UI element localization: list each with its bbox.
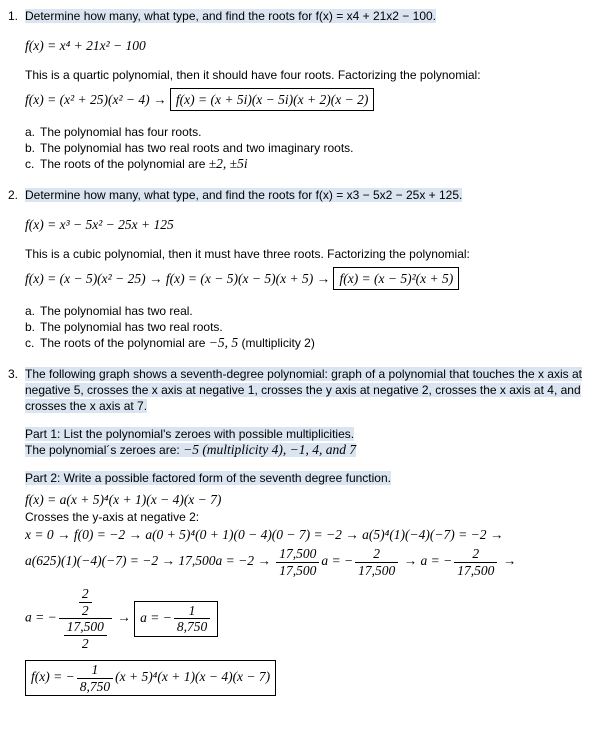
answer-b-text-main: The polynomial has two real roots and two imaginary roots. <box>40 141 354 155</box>
part1-answer-label: The polynomial´s zeroes are: <box>25 443 184 457</box>
answer-b-label: b. <box>25 320 36 334</box>
fraction: $\frac{17,500}{2}$ <box>64 619 107 651</box>
problem-1-body <box>25 8 593 172</box>
problem-2-answers <box>25 303 593 351</box>
fraction: $\frac{1}{8,750}$ <box>77 662 113 694</box>
answer-c-label: c. <box>25 336 35 350</box>
problem-1-answer-a <box>25 124 593 140</box>
answer-a-text-main: The polynomial has four roots. <box>40 125 202 139</box>
fraction: $\frac{2}{2}$ <box>79 586 92 618</box>
answer-c-math: −5, 5 <box>208 335 239 350</box>
problem-2-answer-a <box>25 303 593 319</box>
problem-3-body <box>25 366 593 697</box>
problem-2-analysis: This is a cubic polynomial, then it must have three roots. Factorizing the polynomial: <box>25 247 470 261</box>
fraction: $\frac{2}{17,500}$ <box>355 546 398 578</box>
problem-3 <box>8 366 593 697</box>
solve-step-2: a(625)(1)(−4)(−7) = −2 → 17,500a = −2 → $\frac{17,500}{17,500}$ a = − $\frac{2}{17,500}$ → a = − $\frac{2}{17,500}$ → <box>25 546 517 578</box>
part1-answer-value: −5 (multiplicity 4), −1, 4, and 7 <box>183 442 357 457</box>
answer-a-text-main: The polynomial has two real. <box>40 304 193 318</box>
answer-b-text-main: The polynomial has two real roots. <box>40 320 223 334</box>
problem-3-number: 3. <box>8 367 19 381</box>
boxed-equation: f(x) = (x + 5i)(x − 5i)(x + 2)(x − 2) <box>170 88 374 111</box>
problem-1-answer-b <box>25 140 593 156</box>
answer-a-label: a. <box>25 125 36 139</box>
boxed-equation: f(x) = − $\frac{1}{8,750}$ (x + 5)⁴(x + 1)(x − 4)(x − 7) <box>25 660 276 696</box>
fraction <box>59 586 112 651</box>
factored-form-equation: f(x) = a(x + 5)⁴(x + 1)(x − 4)(x − 7) <box>25 492 222 507</box>
part2-title-line <box>25 470 593 486</box>
answer-c-text-main: The roots of the polynomial are <box>40 336 209 350</box>
problem-1-question-line <box>25 8 593 24</box>
problem-1-number: 1. <box>8 9 19 23</box>
answer-c-label: c. <box>25 157 35 171</box>
problem-2-question: Determine how many, what type, and find the roots for f(x) = x3 − 5x2 − 25x + 125. <box>25 188 463 202</box>
part1-title: Part 1: List the polynomial's zeroes with possible multiplicities. <box>25 427 355 441</box>
answer-a-text <box>40 303 193 319</box>
problem-1-polynomial: f(x) = x⁴ + 21x² − 100 <box>25 38 146 53</box>
part1-title-line <box>25 426 593 442</box>
problem-1-answers <box>25 124 593 172</box>
solve-step-1: x = 0 → f(0) = −2 → a(0 + 5)⁴(0 + 1)(0 − 4)(0 − 7) = −2 → a(5)⁴(1)(−4)(−7) = −2 → <box>25 527 504 542</box>
answer-a-label: a. <box>25 304 36 318</box>
problem-2-polynomial: f(x) = x³ − 5x² − 25x + 125 <box>25 217 174 232</box>
answer-c-text <box>40 335 315 351</box>
answer-c-text <box>40 156 248 172</box>
final-answer-equation <box>25 659 593 697</box>
problem-1-question: Determine how many, what type, and find the roots for f(x) = x4 + 21x2 − 100. <box>25 9 436 23</box>
problem-1-analysis: This is a quartic polynomial, then it should have four roots. Factorizing the polynomial: <box>25 68 481 82</box>
problem-2-number: 2. <box>8 188 19 202</box>
boxed-equation: a = − $\frac{1}{8,750}$ <box>134 601 218 637</box>
answer-a-text <box>40 124 201 140</box>
crosses-note: Crosses the y-axis at negative 2: <box>25 510 200 524</box>
part1-answer <box>25 443 356 457</box>
problem-1 <box>8 8 593 172</box>
answer-c-tail: (multiplicity 2) <box>238 336 315 350</box>
fraction: $\frac{1}{8,750}$ <box>174 603 210 635</box>
problem-2 <box>8 187 593 351</box>
problem-1-answer-c <box>25 156 593 172</box>
problem-2-body <box>25 187 593 351</box>
problem-2-answer-b <box>25 319 593 335</box>
answer-b-label: b. <box>25 141 36 155</box>
answer-c-math: ±2, ±5i <box>208 156 248 171</box>
part2-title: Part 2: Write a possible factored form of the seventh degree function. <box>25 471 391 485</box>
part1-answer-line <box>25 442 593 458</box>
boxed-equation: f(x) = (x − 5)²(x + 5) <box>333 267 459 290</box>
answer-c-text-main: The roots of the polynomial are <box>40 157 209 171</box>
answer-b-text <box>40 140 353 156</box>
problem-1-factoring-step: f(x) = (x² + 25)(x² − 4) → f(x) = (x + 5i)(x − 5i)(x + 2)(x − 2) <box>25 87 593 112</box>
fraction: $\frac{17,500}{17,500}$ <box>276 546 319 578</box>
problem-2-question-line <box>25 187 593 203</box>
answer-b-text <box>40 319 223 335</box>
problem-3-question-line <box>25 366 593 414</box>
fraction: $\frac{2}{17,500}$ <box>454 546 497 578</box>
solve-step-3: a = − $\frac{\frac{2}{2}}{\frac{17,500}{2}}$ → a = − $\frac{1}{8,750}$ <box>25 586 593 651</box>
problem-2-answer-c <box>25 335 593 351</box>
problem-2-factoring-step: f(x) = (x − 5)(x² − 25) → f(x) = (x − 5)(x − 5)(x + 5) → f(x) = (x − 5)²(x + 5) <box>25 266 593 291</box>
problem-3-question: The following graph shows a seventh-degree polynomial: graph of a polynomial that touches the x axis at negative 5, crosses the x axis at negative 1, crosses the y axis at negative 2, crosses the x axis at 4, and crosses the x axis at 7. <box>25 367 582 413</box>
